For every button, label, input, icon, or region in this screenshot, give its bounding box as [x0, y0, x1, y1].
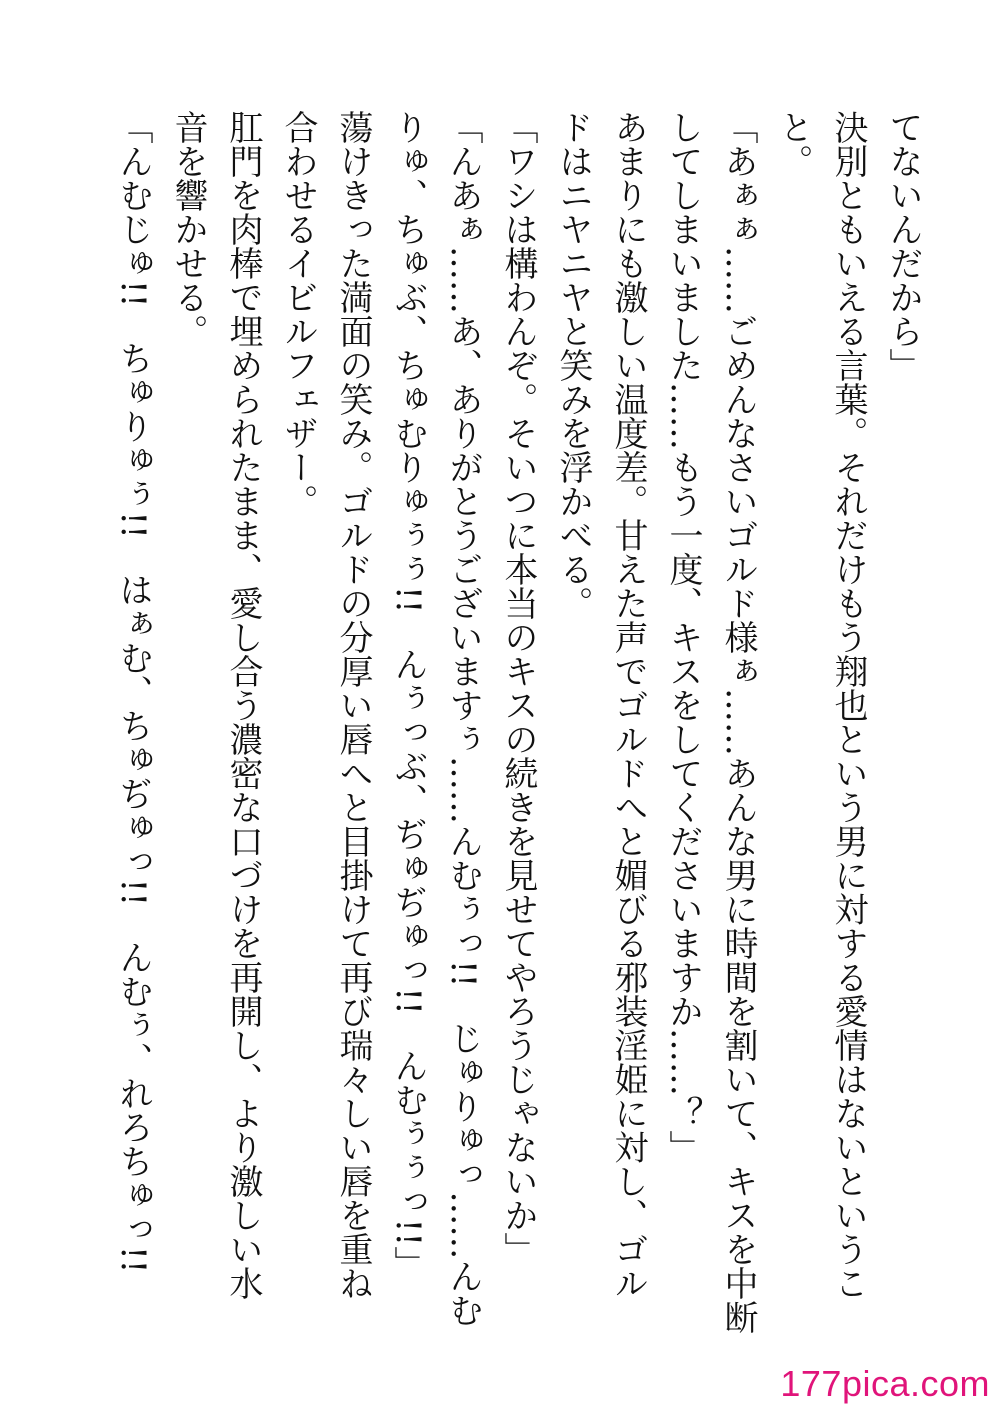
- vertical-text-body: [105, 110, 930, 1340]
- text-line: してしまいました……もう一度、キスをしてくださいますか……？」: [663, 110, 703, 1164]
- text-line: 決別ともいえる言葉。それだけもう翔也という男に対する愛情はないというこ: [828, 110, 868, 1300]
- text-line: 蕩けきった満面の笑み。ゴルドの分厚い唇へと目掛けて再び瑞々しい唇を重ね: [333, 110, 373, 1300]
- text-line: と。: [773, 110, 813, 178]
- text-line: 「んあぁ……あ、ありがとうございますぅ……んむぅっ!! じゅりゅっ……んむ: [443, 110, 483, 1328]
- text-line: 「あぁぁ……ごめんなさいゴルド様ぁ……あんな男に時間を割いて、キスを中断: [718, 110, 758, 1334]
- text-line: ドはニヤニヤと笑みを浮かべる。: [553, 110, 593, 620]
- text-line: 音を響かせる。: [168, 110, 208, 348]
- text-line: てないんだから」: [883, 110, 923, 382]
- watermark-text: 177pica.com: [780, 1363, 990, 1404]
- text-line: 合わせるイビルフェザー。: [278, 110, 318, 518]
- text-line: あまりにも激しい温度差。甘えた声でゴルドへと媚びる邪装淫姫に対し、ゴル: [608, 110, 648, 1300]
- text-line: 「ワシは構わんぞ。そいつに本当のキスの続きを見せてやろうじゃないか」: [498, 110, 538, 1266]
- text-line: 肛門を肉棒で埋められたまま、愛し合う濃密な口づけを再開し、より激しい水: [223, 110, 263, 1300]
- text-line: りゅ、ちゅぶ、ちゅむりゅぅぅ!! んぅっぶ、ぢゅぢゅっ!! んむぅぅっ!!」: [388, 110, 428, 1280]
- text-line: 「んむじゅ!! ちゅりゅぅ!! はぁむ、ちゅぢゅっ!! んむぅ、れろちゅっ!!: [113, 110, 153, 1274]
